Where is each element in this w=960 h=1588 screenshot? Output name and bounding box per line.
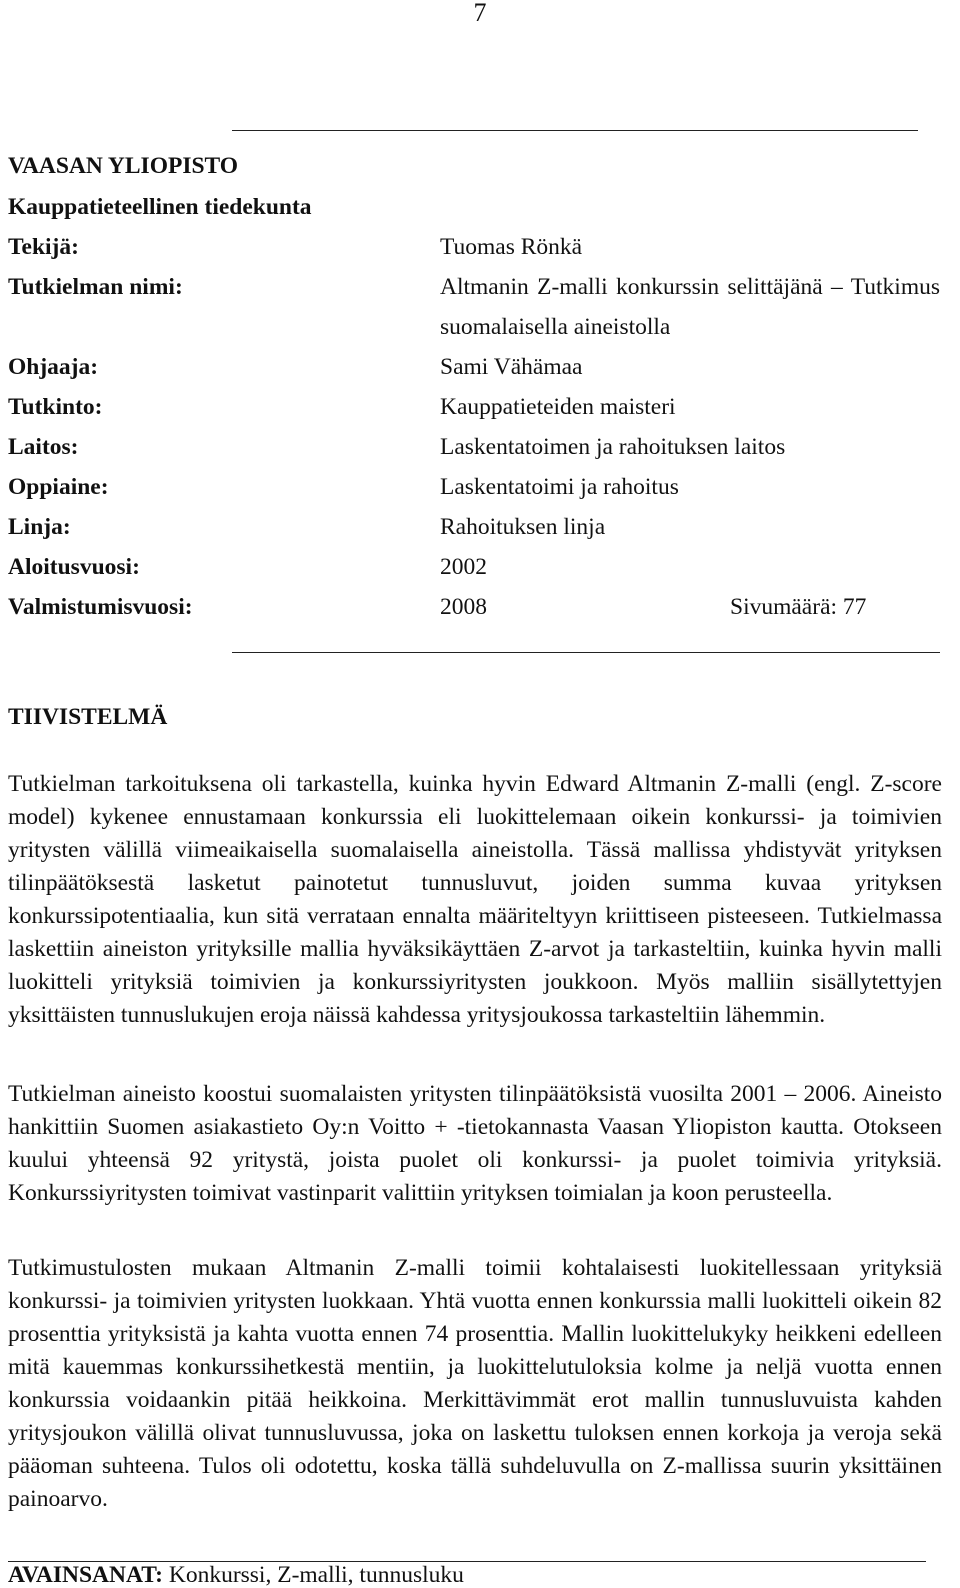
subject-row (0, 473, 960, 503)
author-row (0, 233, 960, 263)
faculty-name: Kauppatieteellinen tiedekunta (8, 194, 312, 220)
author-value: Tuomas Rönkä (440, 234, 583, 260)
abstract-paragraph: Tutkimustulosten mukaan Altmanin Z-malli toimii kohtalaisesti luokitellessaan yrityksiä konkurssi- ja toimivien yritysten luokkaan. Yhtä vuotta ennen konkurssia malli luokitteli oikein 82 prosenttia yrityksistä ja kahta vuotta ennen 74 prosenttia. Mallin luokittelukyky heikkeni edelleen mitä kauemmas konkurssihetkestä mentiin, ja luokittelutuloksia kolme ja neljä vuotta ennen konkurssia voidaankin pitää heikkoina. Merkittävimmät erot mallin tunnusluvuista kahden yritysjoukon välillä olivat tunnusluvussa, joka on laskettu tuloksen ennen korkoja ja veroja sekä pääoman suhteena. Tulos oli odotettu, koska tällä suhdeluvulla on Z-mallissa suurin yksittäinen painoarvo. (8, 1255, 942, 1512)
page-number: 7 (473, 0, 487, 27)
degree-label: Tutkinto: (8, 394, 103, 420)
thesis-title-row (0, 273, 960, 340)
department-label: Laitos: (8, 434, 79, 460)
top-divider (232, 130, 918, 131)
page-count: Sivumäärä: 77 (730, 594, 867, 620)
subject-value: Laskentatoimi ja rahoitus (440, 474, 679, 500)
abstract-paragraph: Tutkielman aineisto koostui suomalaisten yritysten tilinpäätöksistä vuosilta 2001 – 2006. Aineisto hankittiin Suomen asiakastieto Oy:n Voitto + -tietokannasta Vaasan Yliopiston kautta. Otokseen kuului yhteensä 92 yritystä, joista puolet oli konkurssi- ja puolet toimivia yrityksiä. Konkurssiyritysten toimivat vastinparit valittiin yrityksen toimialan ja koon perusteella. (8, 1081, 942, 1206)
thesis-title-label: Tutkielman nimi: (8, 274, 183, 300)
keywords-label: AVAINSANAT: (8, 1562, 163, 1588)
graduation-year-label: Valmistumisvuosi: (8, 594, 193, 620)
supervisor-value: Sami Vähämaa (440, 354, 583, 380)
department-value: Laskentatoimen ja rahoituksen laitos (440, 434, 786, 460)
thesis-title-value: Altmanin Z-malli konkurssin selittäjänä – Tutkimus suomalaisella aineistolla (440, 274, 940, 340)
keywords-value: Konkurssi, Z-malli, tunnusluku (168, 1562, 464, 1588)
study-line-row (0, 513, 960, 543)
middle-divider (232, 652, 940, 653)
subject-label: Oppiaine: (8, 474, 109, 500)
start-year-value: 2002 (440, 554, 487, 580)
department-row (0, 433, 960, 463)
start-year-label: Aloitusvuosi: (8, 554, 140, 580)
abstract-heading: TIIVISTELMÄ (8, 704, 168, 730)
abstract-paragraph: Tutkielman tarkoituksena oli tarkastella, kuinka hyvin Edward Altmanin Z-malli (engl. Z-score model) kykenee ennustamaan konkurssia eli luokittelemaan oikein konkurssi- ja toimivien yritysten välillä viimeaikaisella suomalaisella aineistolla. Tässä mallissa yhdistyvät yrityksen tilinpäätöksestä lasketut painotetut tunnusluvut, joiden summa kuvaa yrityksen konkurssipotentiaalia, kun sitä verrataan ennalta määriteltyyn kriittiseen pisteeseen. Tutkielmassa laskettiin aineiston yrityksille mallia hyväksikäyttäen Z-arvot ja tarkasteltiin, kuinka hyvin malli luokitteli yrityksiä toimivien ja konkurssiyritysten joukkoon. Myös malliin sisällytettyjen yksittäisten tunnuslukujen eroja näissä kahdessa yritysjoukossa tarkasteltiin lähemmin. (8, 771, 942, 1028)
keywords-line (8, 1562, 464, 1588)
start-year-row (0, 553, 960, 583)
study-line-value: Rahoituksen linja (440, 514, 606, 540)
degree-value: Kauppatieteiden maisteri (440, 394, 676, 420)
degree-row (0, 393, 960, 423)
graduation-year-value: 2008 (440, 594, 487, 620)
university-name: VAASAN YLIOPISTO (8, 153, 239, 179)
supervisor-row (0, 353, 960, 383)
graduation-year-row (0, 593, 960, 623)
author-label: Tekijä: (8, 234, 79, 260)
study-line-label: Linja: (8, 514, 71, 540)
supervisor-label: Ohjaaja: (8, 354, 99, 380)
